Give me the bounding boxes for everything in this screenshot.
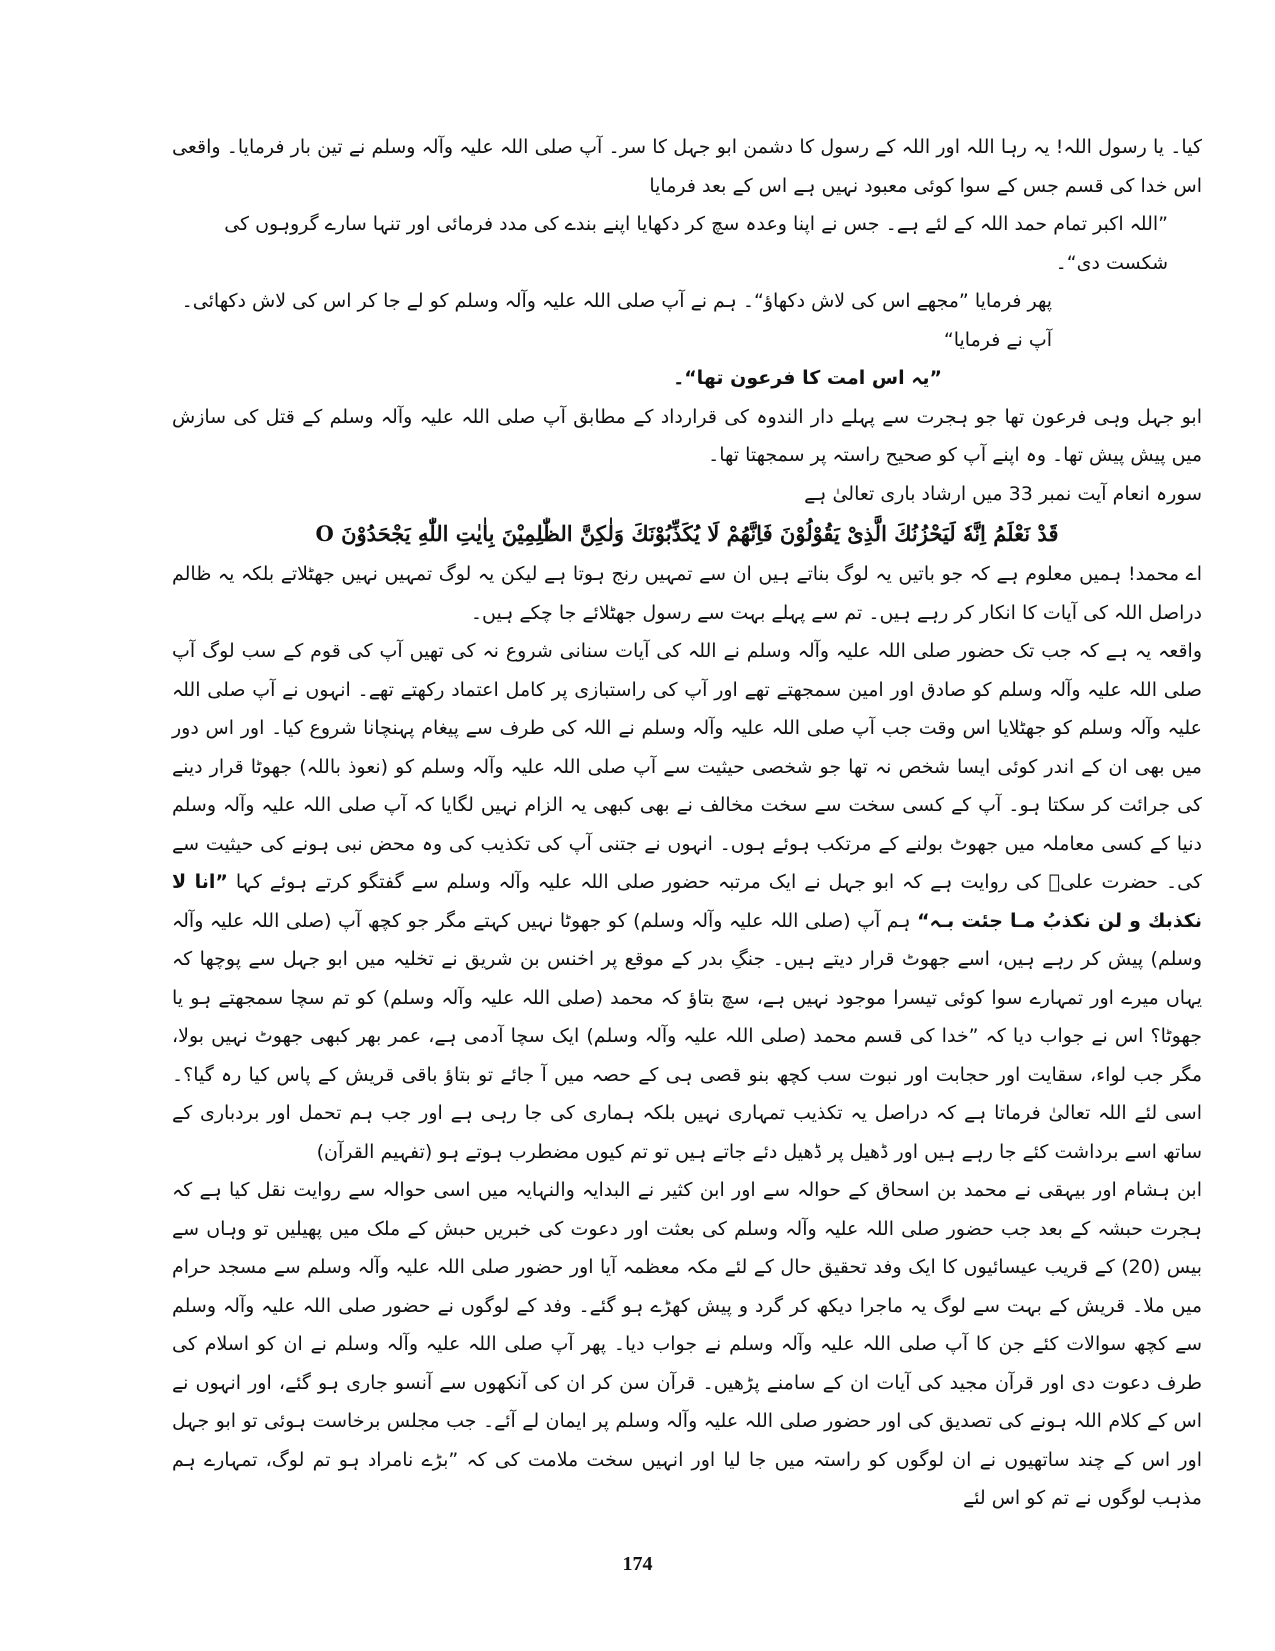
quote-show-corpse: پھر فرمایا ”مجھے اس کی لاش دکھاؤ“۔ ہم نے آپ صلی اللہ علیہ وآلہ وسلم کو لے جا کر اس کی لاش دکھائی۔ آپ نے فرمایا“ xyxy=(181,290,1052,351)
surah-reference: سورہ انعام آیت نمبر 33 میں ارشاد باری تعالیٰ ہے xyxy=(804,482,1202,505)
paragraph-truthfulness xyxy=(172,632,1202,1171)
paragraph-abyssinia-delegation: ابن ہشام اور بیہقی نے محمد بن اسحاق کے حوالہ سے اور ابن کثیر نے البدایہ والنہایہ میں اسی حوالہ سے روایت نقل کیا ہے کہ ہجرت حبشہ کے بعد جب حضور صلی اللہ علیہ وآلہ وسلم کی بعثت اور دعوت کی خبریں حبش کے ملک میں پھیلیں تو وہاں سے بیس (20) کے قریب عیسائیوں کا ایک وفد تحقیق حال کے لئے مکہ معظمہ آیا اور حضور صلی اللہ علیہ وآلہ وسلم سے مسجد حرام میں ملا۔ قریش کے بہت سے لوگ یہ ماجرا دیکھ کر گرد و پیش کھڑے ہو گئے۔ وفد کے لوگوں نے حضور صلی اللہ علیہ وآلہ وسلم سے کچھ سوالات کئے جن کا آپ صلی اللہ علیہ وآلہ وسلم نے جواب دیا۔ پھر آپ صلی اللہ علیہ وآلہ وسلم نے ان کو اسلام کی طرف دعوت دی اور قرآن مجید کی آیات ان کے سامنے پڑھیں۔ قرآن سن کر ان کی آنکھوں سے آنسو جاری ہو گئے، اور انہوں نے اس کے کلام اللہ ہونے کی تصدیق کی اور حضور صلی اللہ علیہ وآلہ وسلم پر ایمان لے آئے۔ جب مجلس برخاست ہوئی تو ابو جہل اور اس کے چند ساتھیوں نے ان لوگوں کو راستہ میں جا لیا اور انہیں سخت ملامت کی کہ ”بڑے نامراد ہو تم لوگ، تمہارے ہم مذہب لوگوں نے تم کو اس لئے xyxy=(172,1179,1202,1509)
paragraph-truthfulness-part1: واقعہ یہ ہے کہ جب تک حضور صلی اللہ علیہ وآلہ وسلم نے اللہ کی آیات سنانی شروع نہ کی تھیں آپ کی قوم کے سب لوگ آپ صلی اللہ علیہ وآلہ وسلم کو صادق اور امین سمجھتے تھے اور آپ کی راستبازی پر کامل اعتماد رکھتے تھے۔ انہوں نے آپ صلی اللہ علیہ وآلہ وسلم کو جھٹلایا اس وقت جب آپ صلی اللہ علیہ وآلہ وسلم نے اللہ کی طرف سے پیغام پہنچانا شروع کیا۔ اور اس دور میں بھی ان کے اندر کوئی ایسا شخص نہ تھا جو شخصی حیثیت سے آپ صلی اللہ علیہ وآلہ وسلم کو (نعوذ باللہ) جھوٹا قرار دینے کی جرائت کر سکتا ہو۔ آپ کے کسی سخت سے سخت مخالف نے بھی کبھی یہ الزام نہیں لگایا کہ آپ صلی اللہ علیہ وآلہ وسلم دنیا کے کسی معاملہ میں جھوٹ بولنے کے مرتکب ہوئے ہوں۔ انہوں نے جتنی آپ کی تکذیب کی وہ محض نبی ہونے کی حیثیت سے کی۔ حضرت علیؓ کی روایت ہے کہ ابو جہل نے ایک مرتبہ حضور صلی اللہ علیہ وآلہ وسلم سے گفتگو کرتے ہوئے کہا xyxy=(172,640,1202,893)
body-text xyxy=(172,128,1202,1518)
quote-takbir: ”اللہ اکبر تمام حمد اللہ کے لئے ہے۔ جس نے اپنا وعدہ سچ کر دکھایا اپنے بندے کی مدد فرمائی اور تنہا سارے گروہوں کی شکست دی“۔ xyxy=(224,213,1168,274)
paragraph-truthfulness-part2: ہم آپ (صلی اللہ علیہ وآلہ وسلم) کو جھوٹا نہیں کہتے مگر جو کچھ آپ (صلی اللہ علیہ وآلہ وسلم) پیش کر رہے ہیں، اسے جھوٹ قرار دیتے ہیں۔ جنگِ بدر کے موقع پر اخنس بن شریق نے تخلیہ میں ابو جہل سے پوچھا کہ یہاں میرے اور تمہارے سوا کوئی تیسرا موجود نہیں ہے، سچ بتاؤ کہ محمد (صلی اللہ علیہ وآلہ وسلم) کو تم سچا سمجھتے ہو یا جھوٹا؟ اس نے جواب دیا کہ ”خدا کی قسم محمد (صلی اللہ علیہ وآلہ وسلم) ایک سچا آدمی ہے، عمر بھر کبھی جھوٹ نہیں بولا، مگر جب لواء، سقایت اور حجابت اور نبوت سب کچھ بنو قصی ہی کے حصہ میں آ جائے تو بتاؤ باقی قریش کے پاس کیا رہ گیا؟۔ اسی لئے اللہ تعالیٰ فرماتا ہے کہ دراصل یہ تکذیب تمہاری نہیں بلکہ ہماری کی جا رہی ہے اور جب ہم تحمل اور بردباری کے ساتھ اسے برداشت کئے جا رہے ہیں اور ڈھیل پر ڈھیل دئے جاتے ہیں تو تم کیوں مضطرب ہوتے ہو (تفہیم القرآن) xyxy=(172,909,1202,1163)
verse-translation: اے محمد! ہمیں معلوم ہے کہ جو باتیں یہ لوگ بناتے ہیں ان سے تمہیں رنج ہوتا ہے لیکن یہ لوگ تمہیں نہیں جھٹلاتے بلکہ یہ ظالم دراصل اللہ کی آیات کا انکار کر رہے ہیں۔ تم سے پہلے بہت سے رسول جھٹلائے جا چکے ہیں۔ xyxy=(172,563,1202,624)
paragraph-1: کیا۔ یا رسول اللہ! یہ رہا اللہ اور اللہ کے رسول کا دشمن ابو جہل کا سر۔ آپ صلی اللہ علیہ وآلہ وسلم نے تین بار فرمایا۔ واقعی اس خدا کی قسم جس کے سوا کوئی معبود نہیں ہے اس کے بعد فرمایا xyxy=(172,136,1202,197)
paragraph-abu-jahl: ابو جہل وہی فرعون تھا جو ہجرت سے پہلے دار الندوہ کی قرارداد کے مطابق آپ صلی اللہ علیہ وآلہ وسلم کے قتل کی سازش میں پیش پیش تھا۔ وہ اپنے آپ کو صحیح راستہ پر سمجھتا تھا۔ xyxy=(172,405,1202,466)
arabic-quote-inline: ”انا لا نکذبك و لن نکذبُ مـا جئت بـہ“ xyxy=(172,871,1202,932)
page-number: 174 xyxy=(622,1553,653,1575)
quote-pharaoh: ”یہ اس امت کا فرعون تھا“۔ xyxy=(673,367,942,389)
quran-verse: قَدْ نَعْلَمُ اِنَّهٗ لَیَحْزُنُكَ الَّذِیْ یَقُوْلُوْنَ فَاِنَّهُمْ لَا یُكَذِّبُوْنَكَ وَلٰكِنَّ الظّٰلِمِیْنَ بِاٰیٰتِ اللّٰهِ یَجْحَدُوْنَ O xyxy=(315,521,1059,546)
